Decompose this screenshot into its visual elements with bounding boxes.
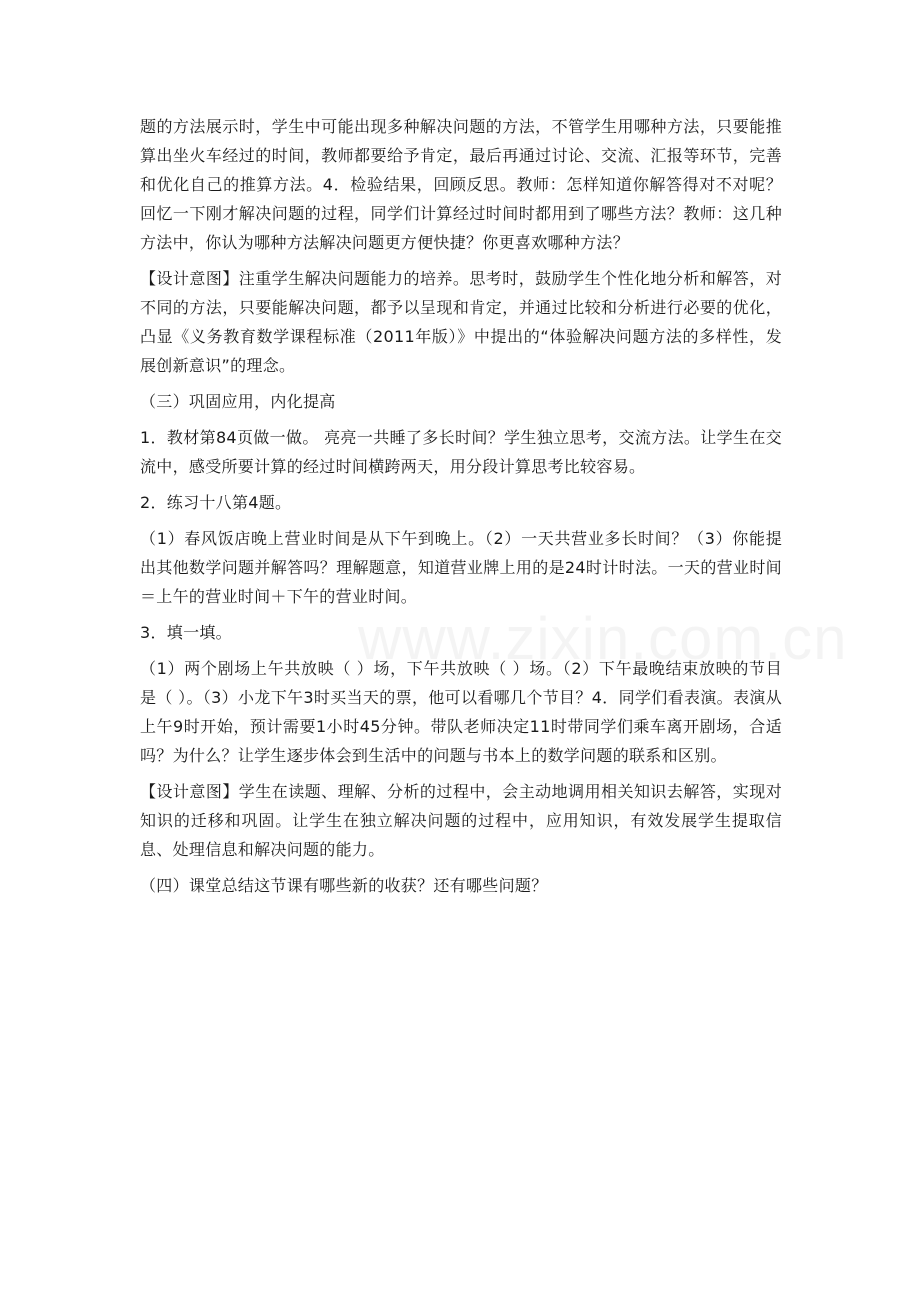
paragraph-design-intent-1: 【设计意图】注重学生解决问题能力的培养。思考时，鼓励学生个性化地分析和解答，对不同的方法，只要能解决问题，都予以呈现和肯定，并通过比较和分析进行必要的优化，凸显《义务教育数学课程标准（2011年版）》中提出的“体验解决问题方法的多样性，发展创新意识”的理念。 bbox=[140, 269, 782, 375]
document-body bbox=[140, 112, 782, 900]
paragraph-item-3: 3．填一填。 bbox=[140, 623, 232, 642]
paragraph-method-display: 题的方法展示时，学生中可能出现多种解决问题的方法，不管学生用哪种方法，只要能推算出坐火车经过的时间，教师都要给予肯定，最后再通过讨论、交流、汇报等环节，完善和优化自己的推算方法。4．检验结果，回顾反思。教师：怎样知道你解答得对不对呢？回忆一下刚才解决问题的过程，同学们计算经过时间时都用到了哪些方法？教师：这几种方法中，你认为哪种方法解决问题更方便快捷？你更喜欢哪种方法？ bbox=[140, 117, 782, 252]
section-heading-3: （三）巩固应用，内化提高 bbox=[140, 392, 336, 411]
paragraph-item-2: 2．练习十八第4题。 bbox=[140, 493, 292, 512]
section-heading-4: （四）课堂总结这节课有哪些新的收获？还有哪些问题？ bbox=[140, 876, 548, 895]
paragraph-design-intent-2: 【设计意图】学生在读题、理解、分析的过程中，会主动地调用相关知识去解答，实现对知识的迁移和巩固。让学生在独立解决问题的过程中，应用知识，有效发展学生提取信息、处理信息和解决问题的能力。 bbox=[140, 782, 782, 859]
paragraph-item-2-detail: （1）春风饭店晚上营业时间是从下午到晚上。（2）一天共营业多长时间？（3）你能提出其他数学问题并解答吗？理解题意，知道营业牌上用的是24时计时法。一天的营业时间＝上午的营业时间＋下午的营业时间。 bbox=[140, 529, 782, 606]
paragraph-item-1: 1．教材第84页做一做。 亮亮一共睡了多长时间？学生独立思考，交流方法。让学生在交流中，感受所要计算的经过时间横跨两天，用分段计算思考比较容易。 bbox=[140, 428, 782, 476]
paragraph-item-3-detail: （1）两个剧场上午共放映（ ）场，下午共放映（ ）场。（2）下午最晚结束放映的节目是（ ）。（3）小龙下午3时买当天的票，他可以看哪几个节目？4．同学们看表演。表演从上午9时开始，预计需要1小时45分钟。带队老师决定11时带同学们乘车离开剧场，合适吗？为什么？让学生逐步体会到生活中的问题与书本上的数学问题的联系和区别。 bbox=[140, 659, 782, 765]
